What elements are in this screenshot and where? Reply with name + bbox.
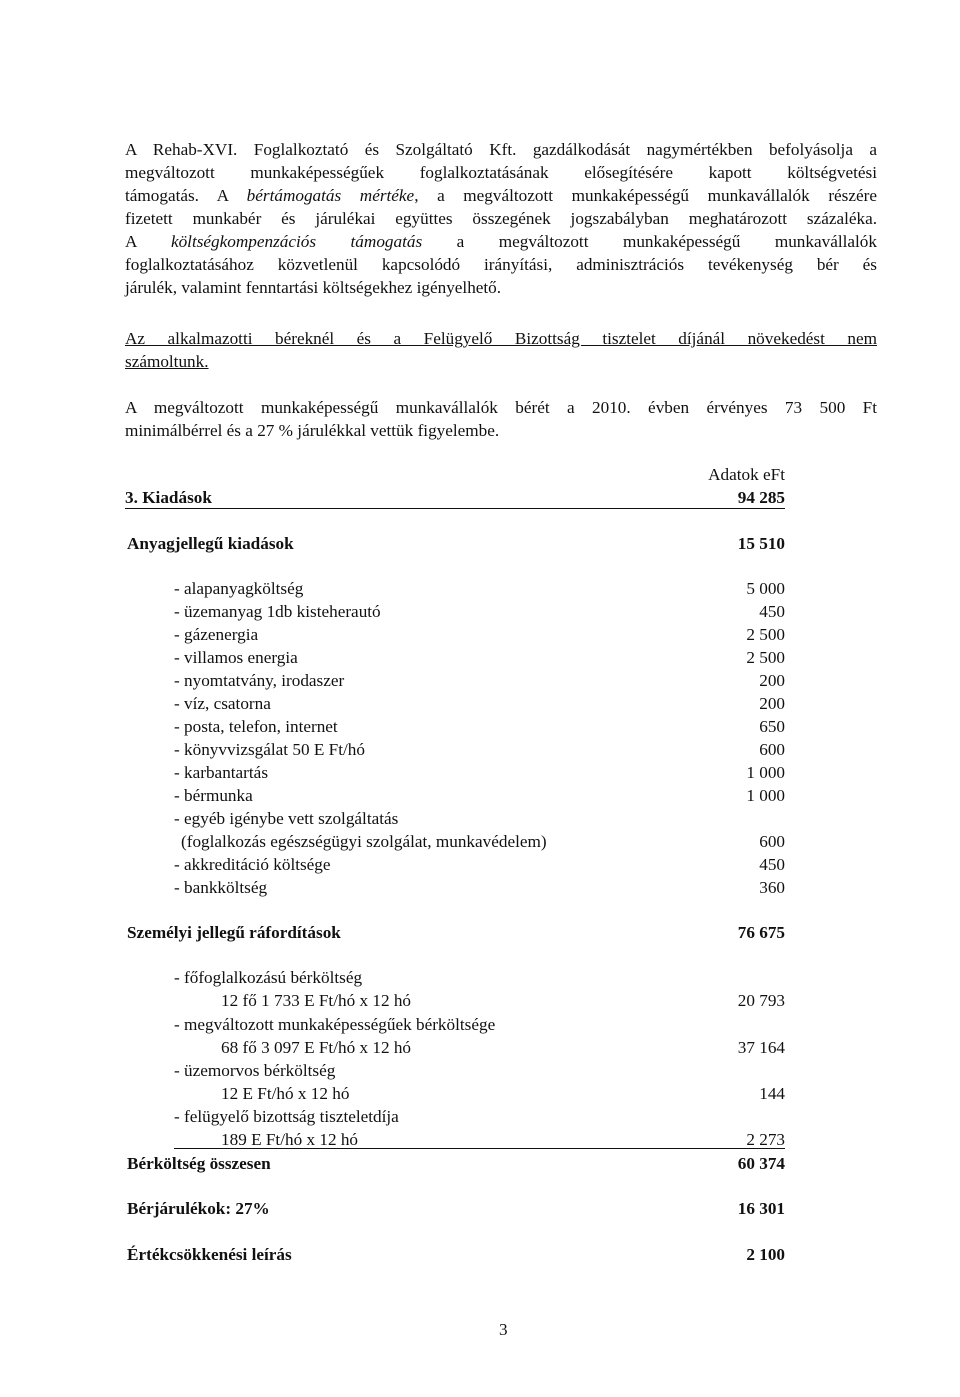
material-item-label: - gázenergia <box>174 625 259 644</box>
intro-line-7: járulék, valamint fenntartási költségekhez igényelhető. <box>125 278 502 297</box>
material-item-value: 200 <box>759 671 785 690</box>
material-item-value: 600 <box>759 740 785 759</box>
personal-total: 76 675 <box>737 923 785 942</box>
contributions-label: Bérjárulékok: 27% <box>127 1199 270 1218</box>
material-item-value: 2 500 <box>746 648 785 667</box>
personal-item-value: 20 793 <box>737 991 785 1010</box>
notice-line-1: Az alkalmazotti béreknél és a Felügyelő Bizottság tisztelet díjánál növekedést nem <box>125 329 877 348</box>
minimum-wage-paragraph <box>125 396 877 442</box>
material-item-label: - nyomtatvány, irodaszer <box>174 671 345 690</box>
notice-line-2: számoltunk. <box>125 352 209 371</box>
material-item-label: - egyéb igénybe vett szolgáltatás <box>174 809 399 828</box>
material-item-value: 5 000 <box>746 579 785 598</box>
personal-item-value: 37 164 <box>737 1038 785 1057</box>
material-item-label: - bérmunka <box>174 786 253 805</box>
material-item-label: - bankköltség <box>174 878 268 897</box>
contributions-value: 16 301 <box>737 1199 785 1218</box>
material-item-label: - villamos energia <box>174 648 298 667</box>
depreciation-value: 2 100 <box>746 1245 785 1264</box>
section-total: 94 285 <box>737 488 785 507</box>
wage-total-label: Bérköltség összesen <box>127 1154 271 1173</box>
material-item-label: - üzemanyag 1db kisteherautó <box>174 602 381 621</box>
material-item-value: 650 <box>759 717 785 736</box>
personal-item-value: 2 273 <box>746 1130 785 1149</box>
wage-total-value: 60 374 <box>737 1154 785 1173</box>
minwage-line-2: minimálbérrel és a 27 % járulékkal vettük figyelembe. <box>125 421 500 440</box>
intro-line-5: A költségkompenzációs támogatás a megváltozott munkaképességű munkavállalók <box>125 232 877 251</box>
material-item-label: (foglalkozás egészségügyi szolgálat, munkavédelem) <box>181 832 547 851</box>
material-item-value: 600 <box>759 832 785 851</box>
material-item-value: 2 500 <box>746 625 785 644</box>
material-item-label: - alapanyagköltség <box>174 579 304 598</box>
personal-item-label: - felügyelő bizottság tiszteletdíja <box>174 1107 399 1126</box>
section-title: 3. Kiadások <box>125 488 212 507</box>
intro-line-6: foglalkoztatásához közvetlenül kapcsolódó irányítási, adminisztrációs tevékenység bér és <box>125 255 877 274</box>
intro-line-1: A Rehab-XVI. Foglalkoztató és Szolgáltató Kft. gazdálkodását nagymértékben befolyásolja a <box>125 140 877 159</box>
material-item-label: - könyvvizsgálat 50 E Ft/hó <box>174 740 365 759</box>
material-item-value: 360 <box>759 878 785 897</box>
subtotal-rule <box>174 1148 785 1149</box>
page-number: 3 <box>499 1320 508 1339</box>
material-item-value: 200 <box>759 694 785 713</box>
material-title: Anyagjellegű kiadások <box>127 534 294 553</box>
minwage-line-1: A megváltozott munkaképességű munkavállalók bérét a 2010. évben érvényes 73 500 Ft <box>125 398 877 417</box>
material-item-value: 450 <box>759 855 785 874</box>
cost-compensation-term: költségkompenzációs támogatás <box>170 232 423 251</box>
notice-paragraph <box>125 327 877 373</box>
material-item-label: - akkreditáció költsége <box>174 855 331 874</box>
personal-item-label: - üzemorvos bérköltség <box>174 1061 336 1080</box>
personal-item-value: 144 <box>759 1084 785 1103</box>
intro-line-3: támogatás. A bértámogatás mértéke, a megváltozott munkaképességű munkavállalók részére <box>125 186 877 205</box>
material-item-label: - karbantartás <box>174 763 269 782</box>
personal-item-detail: 12 fő 1 733 E Ft/hó x 12 hó <box>221 991 412 1010</box>
material-item-value: 1 000 <box>746 786 785 805</box>
personal-item-detail: 12 E Ft/hó x 12 hó <box>221 1084 350 1103</box>
intro-line-4: fizetett munkabér és járulékai együttes összegének jogszabályban meghatározott százaléka. <box>125 209 877 228</box>
intro-line-2: megváltozott munkaképességűek foglalkoztatásának elősegítésére kapott költségvetési <box>125 163 877 182</box>
personal-item-label: - megváltozott munkaképességűek bérköltsége <box>174 1015 496 1034</box>
material-item-label: - posta, telefon, internet <box>174 717 338 736</box>
personal-title: Személyi jellegű ráfordítások <box>127 923 341 942</box>
material-item-label: - víz, csatorna <box>174 694 271 713</box>
personal-item-detail: 68 fő 3 097 E Ft/hó x 12 hó <box>221 1038 412 1057</box>
material-item-value: 1 000 <box>746 763 785 782</box>
unit-label: Adatok eFt <box>708 465 785 484</box>
personal-item-detail: 189 E Ft/hó x 12 hó <box>221 1130 359 1149</box>
material-item-value: 450 <box>759 602 785 621</box>
intro-paragraph <box>125 138 877 299</box>
depreciation-label: Értékcsökkenési leírás <box>127 1245 292 1264</box>
material-total: 15 510 <box>737 534 785 553</box>
personal-item-label: - főfoglalkozású bérköltség <box>174 968 363 987</box>
section-underline <box>125 508 785 509</box>
wage-support-term: bértámogatás mértéke <box>246 186 415 205</box>
